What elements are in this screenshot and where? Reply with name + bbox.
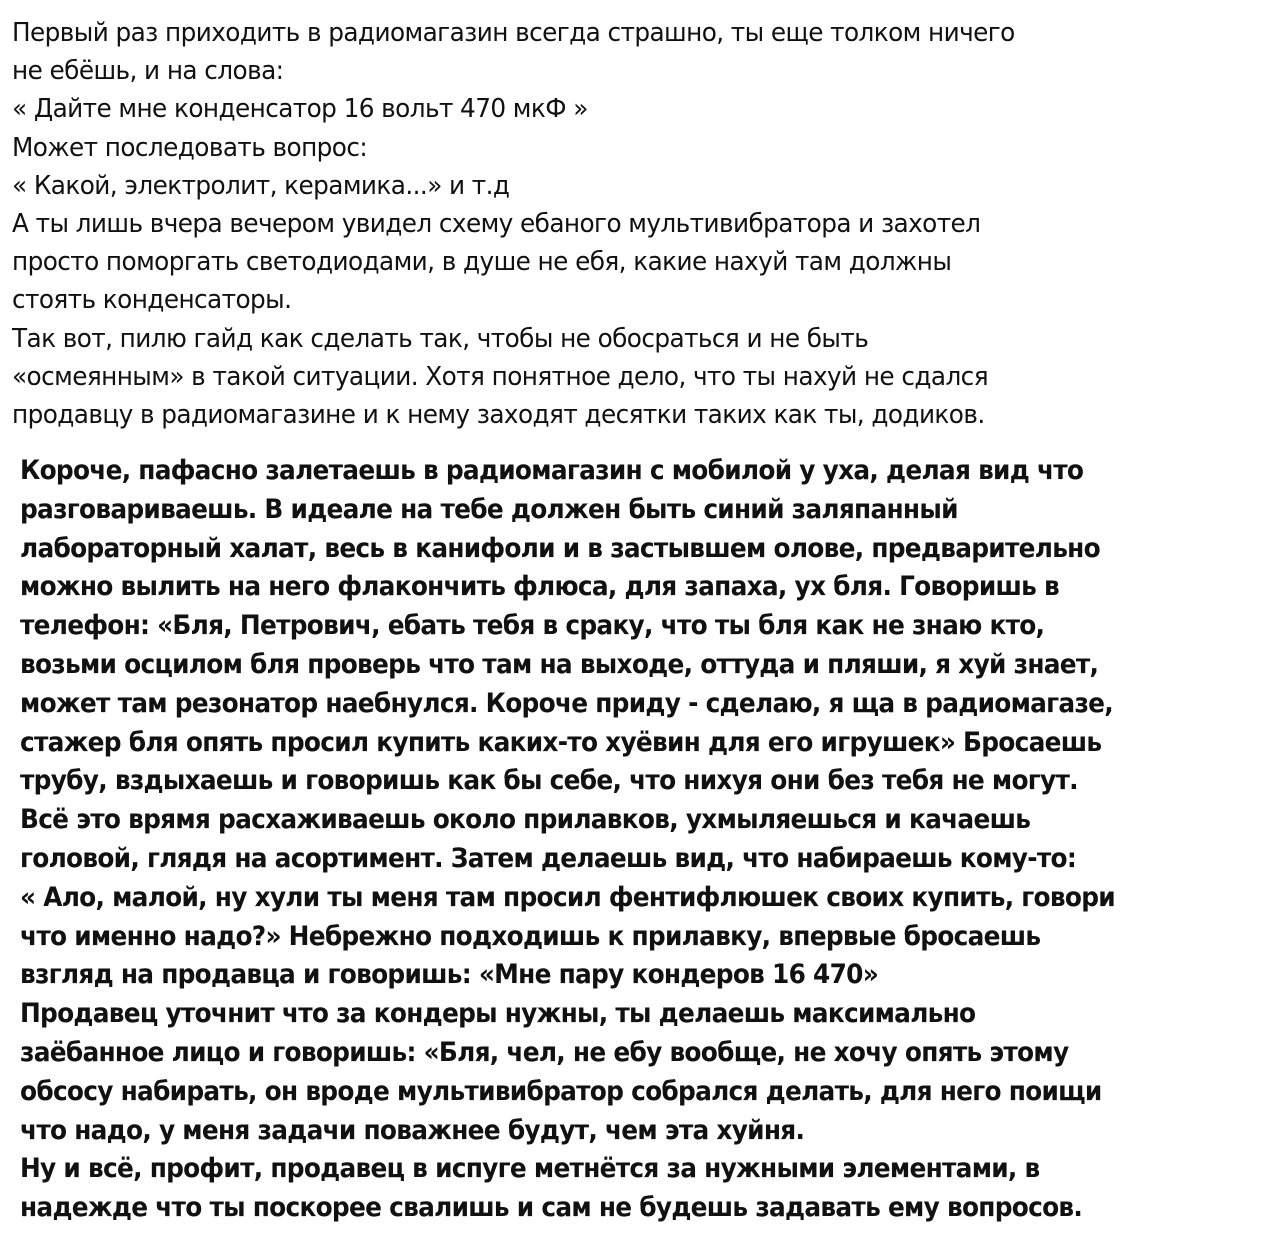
text-line: Всё это врямя расхаживаешь около прилавков, ухмыляешься и качаешь [20,804,1031,836]
text-line: можно вылить на него флакончить флюса, для запаха, ух бля. Говоришь в [20,571,1060,603]
text-line: головой, глядя на асортимент. Затем делаешь вид, что набираешь кому-то: [20,842,1077,874]
text-line: А ты лишь вчера вечером увидел схему ебаного мультивибратора и захотел [12,209,981,240]
text-line: надежде что ты поскорее свалишь и сам не будешь задавать ему вопросов. [20,1192,1083,1224]
text-line: телефон: «Бля, Петрович, ебать тебя в сраку, что ты бля как не знаю кто, [20,610,1045,642]
text-line: может там резонатор наебнулся. Короче приду - сделаю, я ща в радиомагазе, [20,687,1113,719]
text-line: Ну и всё, профит, продавец в испуге метнётся за нужными элементами, в [20,1153,1040,1185]
text-line: « Какой, электролит, керамика...» и т.д [12,170,510,201]
text-line: продавцу в радиомагазине и к нему заходят десятки таких как ты, додиков. [12,400,985,431]
text-line: Продавец уточнит что за кондеры нужны, ты делаешь максимально [20,998,976,1030]
text-line: Первый раз приходить в радиомагазин всегда страшно, ты еще толком ничего [12,18,1015,48]
text-line: «осмеянным» в такой ситуации. Хотя понятное дело, что ты нахуй не сдался [12,361,989,392]
text-line: взгляд на продавца и говоришь: «Мне пару кондеров 16 470» [20,959,879,991]
intro-paragraph [12,14,1015,434]
text-line: что именно надо?» Небрежно подходишь к прилавку, впервые бросаешь [20,920,1041,952]
text-line: Так вот, пилю гайд как сделать так, чтобы не обосраться и не быть [12,323,869,354]
text-line: разговариваешь. В идеале на тебе должен быть синий заляпанный [20,493,958,525]
text-line: стажер бля опять просил купить каких-то хуёвин для его игрушек» Бросаешь [20,726,1102,758]
text-line: не ебёшь, и на слова: [12,56,284,87]
text-line: возьми осцилом бля проверь что там на выходе, оттуда и пляши, я хуй знает, [20,648,1099,680]
text-line: « Дайте мне конденсатор 16 вольт 470 мкФ » [12,94,588,125]
text-line: заёбанное лицо и говоришь: «Бля, чел, не ебу вообще, не хочу опять этому [20,1036,1069,1068]
text-line: просто поморгать светодиодами, в душе не ебя, какие нахуй там должны [12,247,952,278]
text-line: лабораторный халат, весь в канифоли и в застывшем олове, предварительно [20,532,1100,564]
text-line: обсосу набирать, он вроде мультивибратор собрался делать, для него поищи [20,1075,1102,1107]
guide-paragraph [20,452,1115,1228]
text-line: стоять конденсаторы. [12,285,292,316]
text-line: Может последовать вопрос: [12,132,368,163]
text-line: Короче, пафасно залетаешь в радиомагазин с мобилой у уха, делая вид что [20,455,1084,486]
text-line: что надо, у меня задачи поважнее будут, чем эта хуйня. [20,1114,805,1146]
text-line: трубу, вздыхаешь и говоришь как бы себе, что нихуя они без тебя не могут. [20,765,1078,797]
text-line: « Ало, малой, ну хули ты меня там просил фентифлюшек своих купить, говори [20,881,1115,913]
